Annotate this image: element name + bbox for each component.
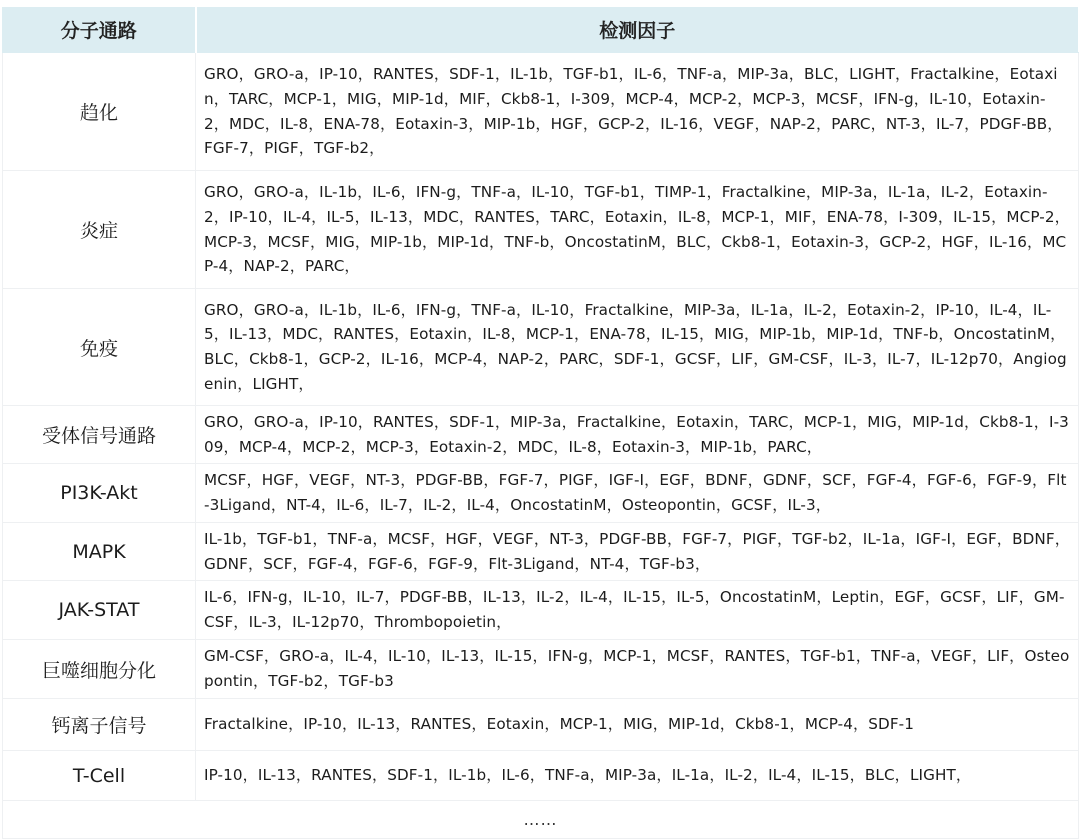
table-header-row	[3, 7, 1079, 53]
factors-cell: IL-6，IFN-g，IL-10，IL-7，PDGF-BB，IL-13，IL-2，IL-4，IL-15，IL-5，OncostatinM，Leptin，EGF，GCSF，LIF，GM-CSF，IL-3，IL-12p70，Thrombopoietin，	[196, 581, 1079, 640]
header-pathway: 分子通路	[3, 7, 196, 53]
pathway-cell: 钙离子信号	[3, 699, 196, 751]
table-row	[3, 523, 1079, 581]
table-row	[3, 406, 1079, 464]
pathway-cell: 受体信号通路	[3, 406, 196, 464]
pathway-cell: JAK-STAT	[3, 581, 196, 640]
table-row	[3, 289, 1079, 406]
pathway-factor-table	[2, 6, 1079, 839]
pathway-cell: PI3K-Akt	[3, 464, 196, 523]
continuation-ellipsis: ……	[3, 801, 1079, 839]
table-row	[3, 53, 1079, 171]
factors-cell: IL-1b，TGF-b1，TNF-a，MCSF，HGF，VEGF，NT-3，PDGF-BB，FGF-7，PIGF，TGF-b2，IL-1a，IGF-I，EGF，BDNF，GDNF，SCF，FGF-4，FGF-6，FGF-9，Flt-3Ligand，NT-4，TGF-b3，	[196, 523, 1079, 581]
pathway-cell: 趋化	[3, 53, 196, 171]
pathway-cell: 炎症	[3, 171, 196, 289]
factors-cell: GRO，GRO-a，IL-1b，IL-6，IFN-g，TNF-a，IL-10，Fractalkine，MIP-3a，IL-1a，IL-2，Eotaxin-2，IP-10，IL-4，IL-5，IL-13，MDC，RANTES，Eotaxin，IL-8，MCP-1，ENA-78，IL-15，MIG，MIP-1b，MIP-1d，TNF-b，OncostatinM，BLC，Ckb8-1，GCP-2，IL-16，MCP-4，NAP-2，PARC，SDF-1，GCSF，LIF，GM-CSF，IL-3，IL-7，IL-12p70，Angiogenin，LIGHT，	[196, 289, 1079, 406]
factors-cell: GRO，GRO-a，IP-10，RANTES，SDF-1，MIP-3a，Fractalkine，Eotaxin，TARC，MCP-1，MIG，MIP-1d，Ckb8-1，I-309，MCP-4，MCP-2，MCP-3，Eotaxin-2，MDC，IL-8，Eotaxin-3，MIP-1b，PARC，	[196, 406, 1079, 464]
table-row	[3, 171, 1079, 289]
factors-cell: MCSF，HGF，VEGF，NT-3，PDGF-BB，FGF-7，PIGF，IGF-I，EGF，BDNF，GDNF，SCF，FGF-4，FGF-6，FGF-9，Flt-3Ligand，NT-4，IL-6，IL-7，IL-2，IL-4，OncostatinM，Osteopontin，GCSF，IL-3，	[196, 464, 1079, 523]
header-factors: 检测因子	[196, 7, 1079, 53]
table-row	[3, 581, 1079, 640]
factors-cell: GM-CSF，GRO-a，IL-4，IL-10，IL-13，IL-15，IFN-g，MCP-1，MCSF，RANTES，TGF-b1，TNF-a，VEGF，LIF，Osteopontin，TGF-b2，TGF-b3	[196, 640, 1079, 699]
pathway-cell: 巨噬细胞分化	[3, 640, 196, 699]
factors-cell: Fractalkine，IP-10，IL-13，RANTES，Eotaxin，MCP-1，MIG，MIP-1d，Ckb8-1，MCP-4，SDF-1	[196, 699, 1079, 751]
factors-cell: IP-10，IL-13，RANTES，SDF-1，IL-1b，IL-6，TNF-a，MIP-3a，IL-1a，IL-2，IL-4，IL-15，BLC，LIGHT，	[196, 751, 1079, 801]
table-row	[3, 640, 1079, 699]
table-row	[3, 751, 1079, 801]
pathway-cell: MAPK	[3, 523, 196, 581]
table-row	[3, 699, 1079, 751]
table-row	[3, 464, 1079, 523]
pathway-cell: 免疫	[3, 289, 196, 406]
factors-cell: GRO，GRO-a，IP-10，RANTES，SDF-1，IL-1b，TGF-b1，IL-6，TNF-a，MIP-3a，BLC，LIGHT，Fractalkine，Eotaxin，TARC，MCP-1，MIG，MIP-1d，MIF，Ckb8-1，I-309，MCP-4，MCP-2，MCP-3，MCSF，IFN-g，IL-10，Eotaxin-2，MDC，IL-8，ENA-78，Eotaxin-3，MIP-1b，HGF，GCP-2，IL-16，VEGF，NAP-2，PARC，NT-3，IL-7，PDGF-BB，FGF-7，PIGF，TGF-b2，	[196, 53, 1079, 171]
continuation-row	[3, 801, 1079, 839]
pathway-cell: T-Cell	[3, 751, 196, 801]
factors-cell: GRO，GRO-a，IL-1b，IL-6，IFN-g，TNF-a，IL-10，TGF-b1，TIMP-1，Fractalkine，MIP-3a，IL-1a，IL-2，Eotaxin-2，IP-10，IL-4，IL-5，IL-13，MDC，RANTES，TARC，Eotaxin，IL-8，MCP-1，MIF，ENA-78，I-309，IL-15，MCP-2，MCP-3，MCSF，MIG，MIP-1b，MIP-1d，TNF-b，OncostatinM，BLC，Ckb8-1，Eotaxin-3，GCP-2，HGF，IL-16，MCP-4，NAP-2，PARC，	[196, 171, 1079, 289]
